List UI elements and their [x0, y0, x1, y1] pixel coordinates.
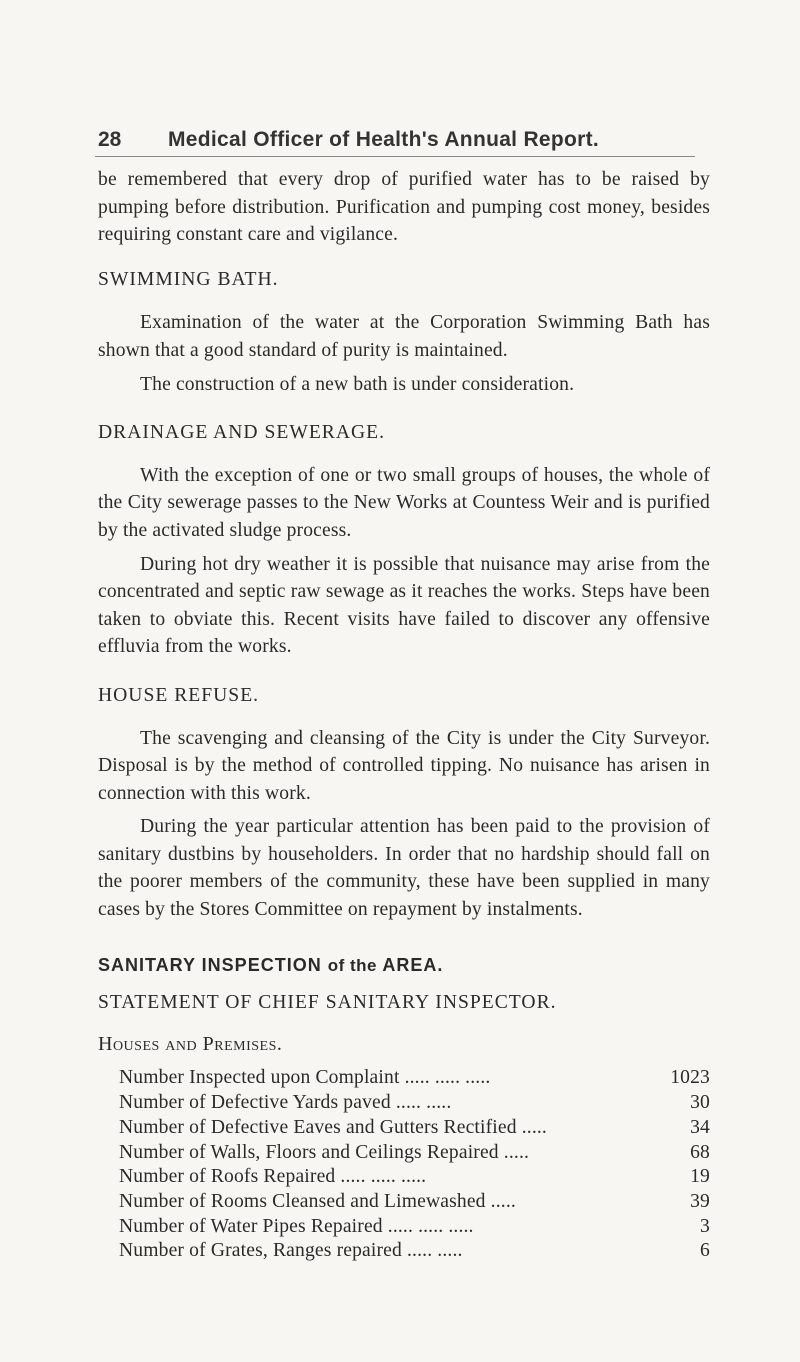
header-rule — [95, 156, 695, 157]
stat-row — [98, 1139, 710, 1164]
section-heading-swimming-bath: SWIMMING BATH. — [98, 268, 279, 290]
stat-label: Number of Grates, Ranges repaired ..... ..... — [119, 1240, 463, 1262]
stat-value: 34 — [690, 1116, 710, 1138]
stat-row — [98, 1163, 710, 1188]
stat-label: Number of Defective Yards paved ..... ..... — [119, 1092, 452, 1114]
section-heading-house-refuse: HOUSE REFUSE. — [98, 684, 260, 706]
stat-row — [98, 1237, 710, 1262]
paragraph-swimming-examination: Examination of the water at the Corporation Swimming Bath has shown that a good standard of purity is maintained. — [98, 312, 710, 361]
stat-row — [98, 1089, 710, 1114]
statement-heading: STATEMENT OF CHIEF SANITARY INSPECTOR. — [98, 992, 557, 1014]
stat-label: Number Inspected upon Complaint ..... ..... ..... — [119, 1067, 491, 1089]
sanitary-heading-of: of the — [327, 955, 377, 975]
stat-row — [98, 1188, 710, 1213]
sanitary-heading-part-b: AREA. — [382, 954, 444, 975]
stat-label: Number of Walls, Floors and Ceilings Repaired ..... — [119, 1141, 530, 1163]
paragraph-scavenging: The scavenging and cleansing of the City is under the City Surveyor. Disposal is by the method of controlled tipping. No nuisance has arisen in connection with this work. — [98, 727, 710, 804]
continued-paragraph: be remembered that every drop of purified water has to be raised by pumping before distribution. Purification and pumping cost money, besides requiring constant care and vigilance. — [98, 169, 710, 246]
stat-value: 6 — [700, 1240, 710, 1262]
running-header — [98, 128, 710, 152]
stat-label: Number of Water Pipes Repaired ..... ..... ..... — [119, 1215, 474, 1237]
inspection-stats-list — [98, 1064, 710, 1262]
stat-row — [98, 1064, 710, 1089]
sanitary-heading-part-a: SANITARY INSPECTION — [98, 954, 322, 975]
paragraph-nuisance: During hot dry weather it is possible that nuisance may arise from the concentrated and septic raw sewage as it reaches the works. Steps have been taken to obviate this. Recent visits have failed to discover any offensive effluvia from the works. — [98, 553, 710, 658]
stat-value: 1023 — [670, 1067, 710, 1089]
section-heading-sanitary-inspection — [98, 952, 710, 980]
page-number: 28 — [98, 128, 122, 151]
stat-value: 19 — [690, 1166, 710, 1188]
paragraph-new-bath: The construction of a new bath is under consideration. — [140, 373, 575, 395]
stat-value: 68 — [690, 1141, 710, 1163]
section-heading-drainage: DRAINAGE AND SEWERAGE. — [98, 422, 386, 444]
stat-row — [98, 1213, 710, 1238]
stat-label: Number of Defective Eaves and Gutters Rectified ..... — [119, 1116, 547, 1138]
stat-value: 30 — [690, 1092, 710, 1114]
page-body — [98, 166, 710, 1262]
stat-label: Number of Roofs Repaired ..... ..... ..... — [119, 1166, 427, 1188]
paragraph-sewerage: With the exception of one or two small groups of houses, the whole of the City sewerage passes to the New Works at Countess Weir and is purified by the activated sludge process. — [98, 464, 710, 541]
stat-value: 39 — [690, 1190, 710, 1212]
houses-premises-subheading: Houses and Premises. — [98, 1032, 283, 1055]
running-title: Medical Officer of Health's Annual Report. — [168, 128, 600, 151]
paragraph-dustbins: During the year particular attention has been paid to the provision of sanitary dustbins by householders. In order that no hardship should fall on the poorer members of the community, these have been supplied in many cases by the Stores Committee on repayment by instalments. — [98, 816, 710, 921]
stat-row — [98, 1114, 710, 1139]
stat-value: 3 — [700, 1215, 710, 1237]
stat-label: Number of Rooms Cleansed and Limewashed ..... — [119, 1190, 516, 1212]
